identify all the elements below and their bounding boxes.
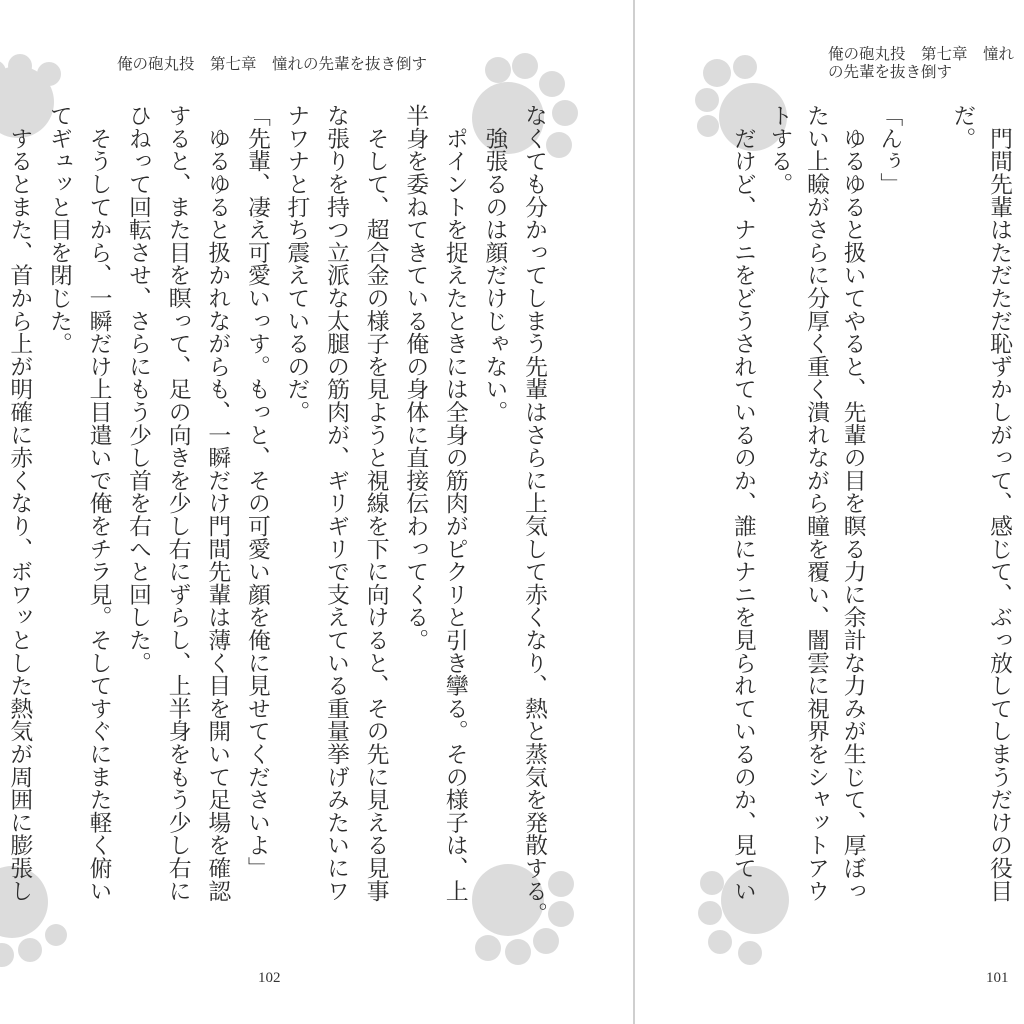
right-running-header: 俺の砲丸投 第七章 憧れの先輩を抜き倒す	[828, 46, 1015, 81]
text-line: 半身を委ねてきている俺の身体に直接伝わってくる。	[403, 104, 430, 652]
text-line: 「先輩、凄え可愛いっす。もっと、その可愛い顔を俺に見せてくださいよ」	[244, 104, 271, 880]
blank-line	[908, 104, 945, 944]
text-line: だけど、ナニをどうされているのか、誰にナニを見られているのか、見てい	[730, 104, 757, 902]
page-gutter-divider	[633, 0, 635, 1024]
text-line: ひねって回転させ、さらにもう少し首を右へと回した。	[126, 104, 153, 674]
text-line: トする。	[767, 104, 794, 196]
text-line: そして、超合金の様子を見ようと視線を下に向けると、その先に見える見事	[363, 104, 390, 902]
left-running-header: 俺の砲丸投 第七章 憧れの先輩を抜き倒す	[117, 56, 428, 73]
text-line: 門間先輩はただただ恥ずかしがって、感じて、ぶっ放してしまうだけの役目	[987, 104, 1013, 902]
text-line: ゆるゆると扱いてやると、先輩の目を瞑る力に余計な力みが生じて、厚ぼっ	[840, 104, 867, 902]
right-page-number: 101	[986, 970, 1009, 986]
text-line: するとまた、首から上が明確に赤くなり、ボワッとした熱気が周囲に膨張し	[7, 104, 34, 902]
text-line: てギュッと目を閉じた。	[46, 104, 73, 355]
text-line: ポイントを捉えたときには全身の筋肉がピクリと引き攣る。その様子は、上	[442, 104, 469, 902]
right-page-body	[700, 104, 1018, 944]
text-line: すると、また目を瞑って、足の向きを少し右にずらし、上半身をもう少し右に	[165, 104, 192, 902]
text-line: ナワナと打ち震えているのだ。	[284, 104, 311, 424]
text-line: 「んぅ」	[877, 104, 904, 196]
text-line: なくても分かってしまう先輩はさらに上気して赤くなり、熱と蒸気を発散する。	[522, 104, 548, 925]
text-line: ゆるゆると扱かれながらも、一瞬だけ門間先輩は薄く目を開いて足場を確認	[205, 104, 232, 902]
text-line: 強張るのは顔だけじゃない。	[482, 104, 509, 424]
text-line: な張りを持つ立派な太腿の筋肉が、ギリギリで支えている重量挙げみたいにワ	[324, 104, 351, 902]
text-line: たい上瞼がさらに分厚く重く潰れながら瞳を覆い、闇雲に視界をシャットアウ	[804, 104, 831, 902]
left-page-body	[0, 104, 554, 944]
text-line: そうしてから、一瞬だけ上目遣いで俺をチラ見。そしてすぐにまた軽く俯い	[86, 104, 113, 902]
left-page-number: 102	[258, 970, 281, 986]
text-line: だ。	[950, 104, 977, 150]
